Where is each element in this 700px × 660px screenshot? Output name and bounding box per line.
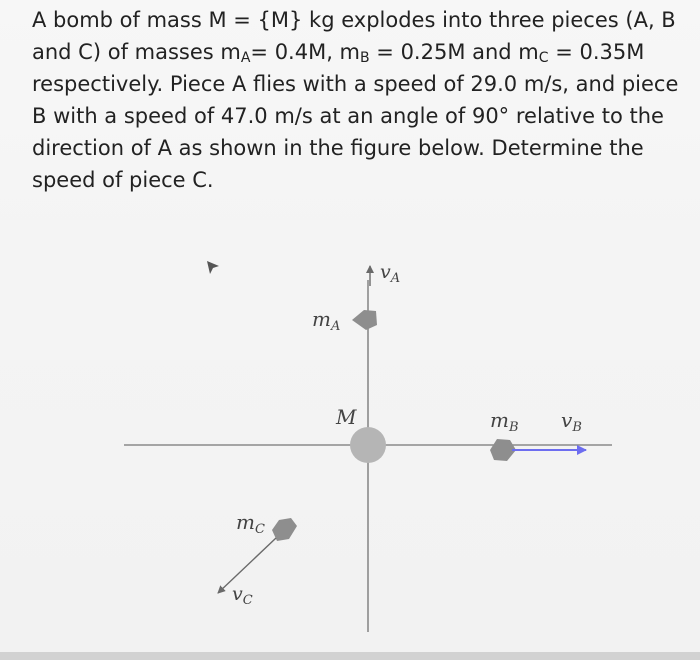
problem-line-5: direction of A as shown in the figure below. Determine the — [32, 136, 644, 160]
problem-line-6: speed of piece C. — [32, 168, 214, 192]
mass-c-label: $m_C$ — [236, 510, 265, 537]
mass-c-subscript: C — [538, 50, 549, 66]
masses-text-c: = 0.25M and m — [369, 40, 539, 64]
problem-line-3: respectively. Piece A flies with a speed of 29.0 m/s, and piece — [32, 72, 679, 96]
problem-line-4: B with a speed of 47.0 m/s at an angle of 90° relative to the — [32, 104, 664, 128]
piece-a-fragment — [352, 310, 377, 330]
velocity-a-label: $v_A$ — [380, 261, 401, 286]
velocity-c-vector — [218, 538, 276, 593]
mass-a-label: $m_A$ — [312, 307, 341, 334]
masses-text-b: = 0.4M, m — [250, 40, 361, 64]
problem-line-1: A bomb of mass M = {M} kg explodes into three pieces (A, B — [32, 8, 676, 32]
mass-b-subscript: B — [360, 50, 370, 66]
mouse-cursor-icon — [207, 261, 219, 274]
velocity-c-label: $v_C$ — [232, 583, 253, 608]
masses-text-a: and C) of masses m — [32, 40, 241, 64]
masses-text-d: = 0.35M — [548, 40, 645, 64]
piece-c-fragment — [272, 518, 297, 541]
mass-a-subscript: A — [240, 50, 251, 66]
bomb-center-mass — [350, 427, 386, 463]
page-bottom-shadow — [0, 652, 700, 660]
velocity-b-label: $v_B$ — [561, 408, 582, 435]
mass-b-label: $m_B$ — [490, 408, 519, 435]
mass-m-label: M — [336, 405, 357, 429]
